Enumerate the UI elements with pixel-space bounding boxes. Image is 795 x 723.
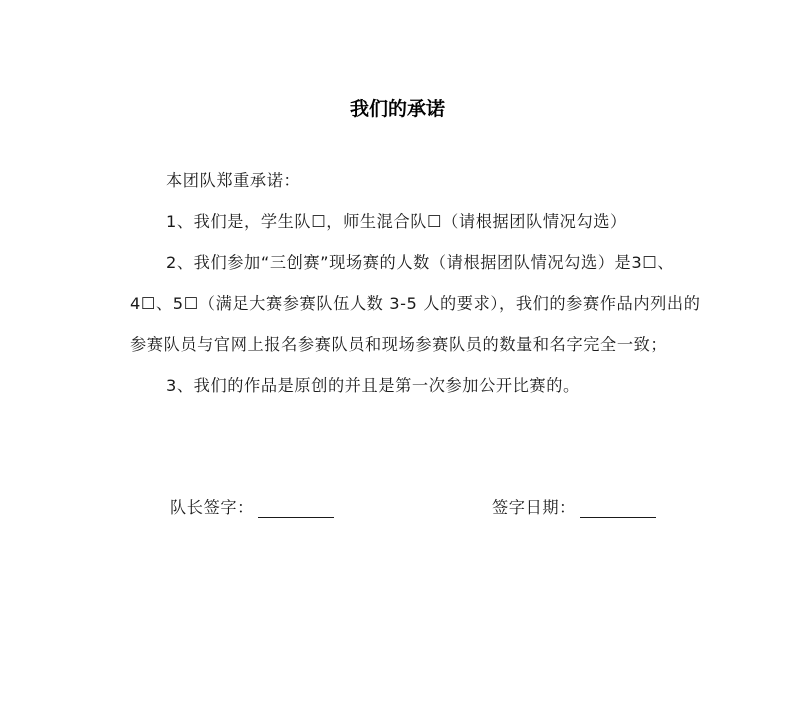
item-1-paragraph: 1、我们是，学生队☐，师生混合队☐（请根据团队情况勾选） [166,212,627,231]
signature-date-line[interactable] [580,497,656,518]
document-body [130,160,704,406]
leader-signature-line[interactable] [258,497,334,518]
item-3-paragraph: 3、我们的作品是原创的并且是第一次参加公开比赛的。 [166,376,580,395]
signature-date-label: 签字日期： [492,498,576,517]
document-title: 我们的承诺 [349,98,445,120]
signature-date-field [492,494,656,518]
intro-paragraph: 本团队郑重承诺： [166,171,301,190]
leader-signature-label: 队长签字： [170,498,254,517]
item-2-paragraph: 2、我们参加“三创赛”现场赛的人数（请根据团队情况勾选）是3☐、4☐、5☐（满足大赛参赛队伍人数 3-5 人的要求），我们的参赛作品内列出的参赛队员与官网上报名参赛队员和现场参赛队员的数量和名字完全一致； [130,253,701,354]
leader-signature-field [170,494,334,518]
